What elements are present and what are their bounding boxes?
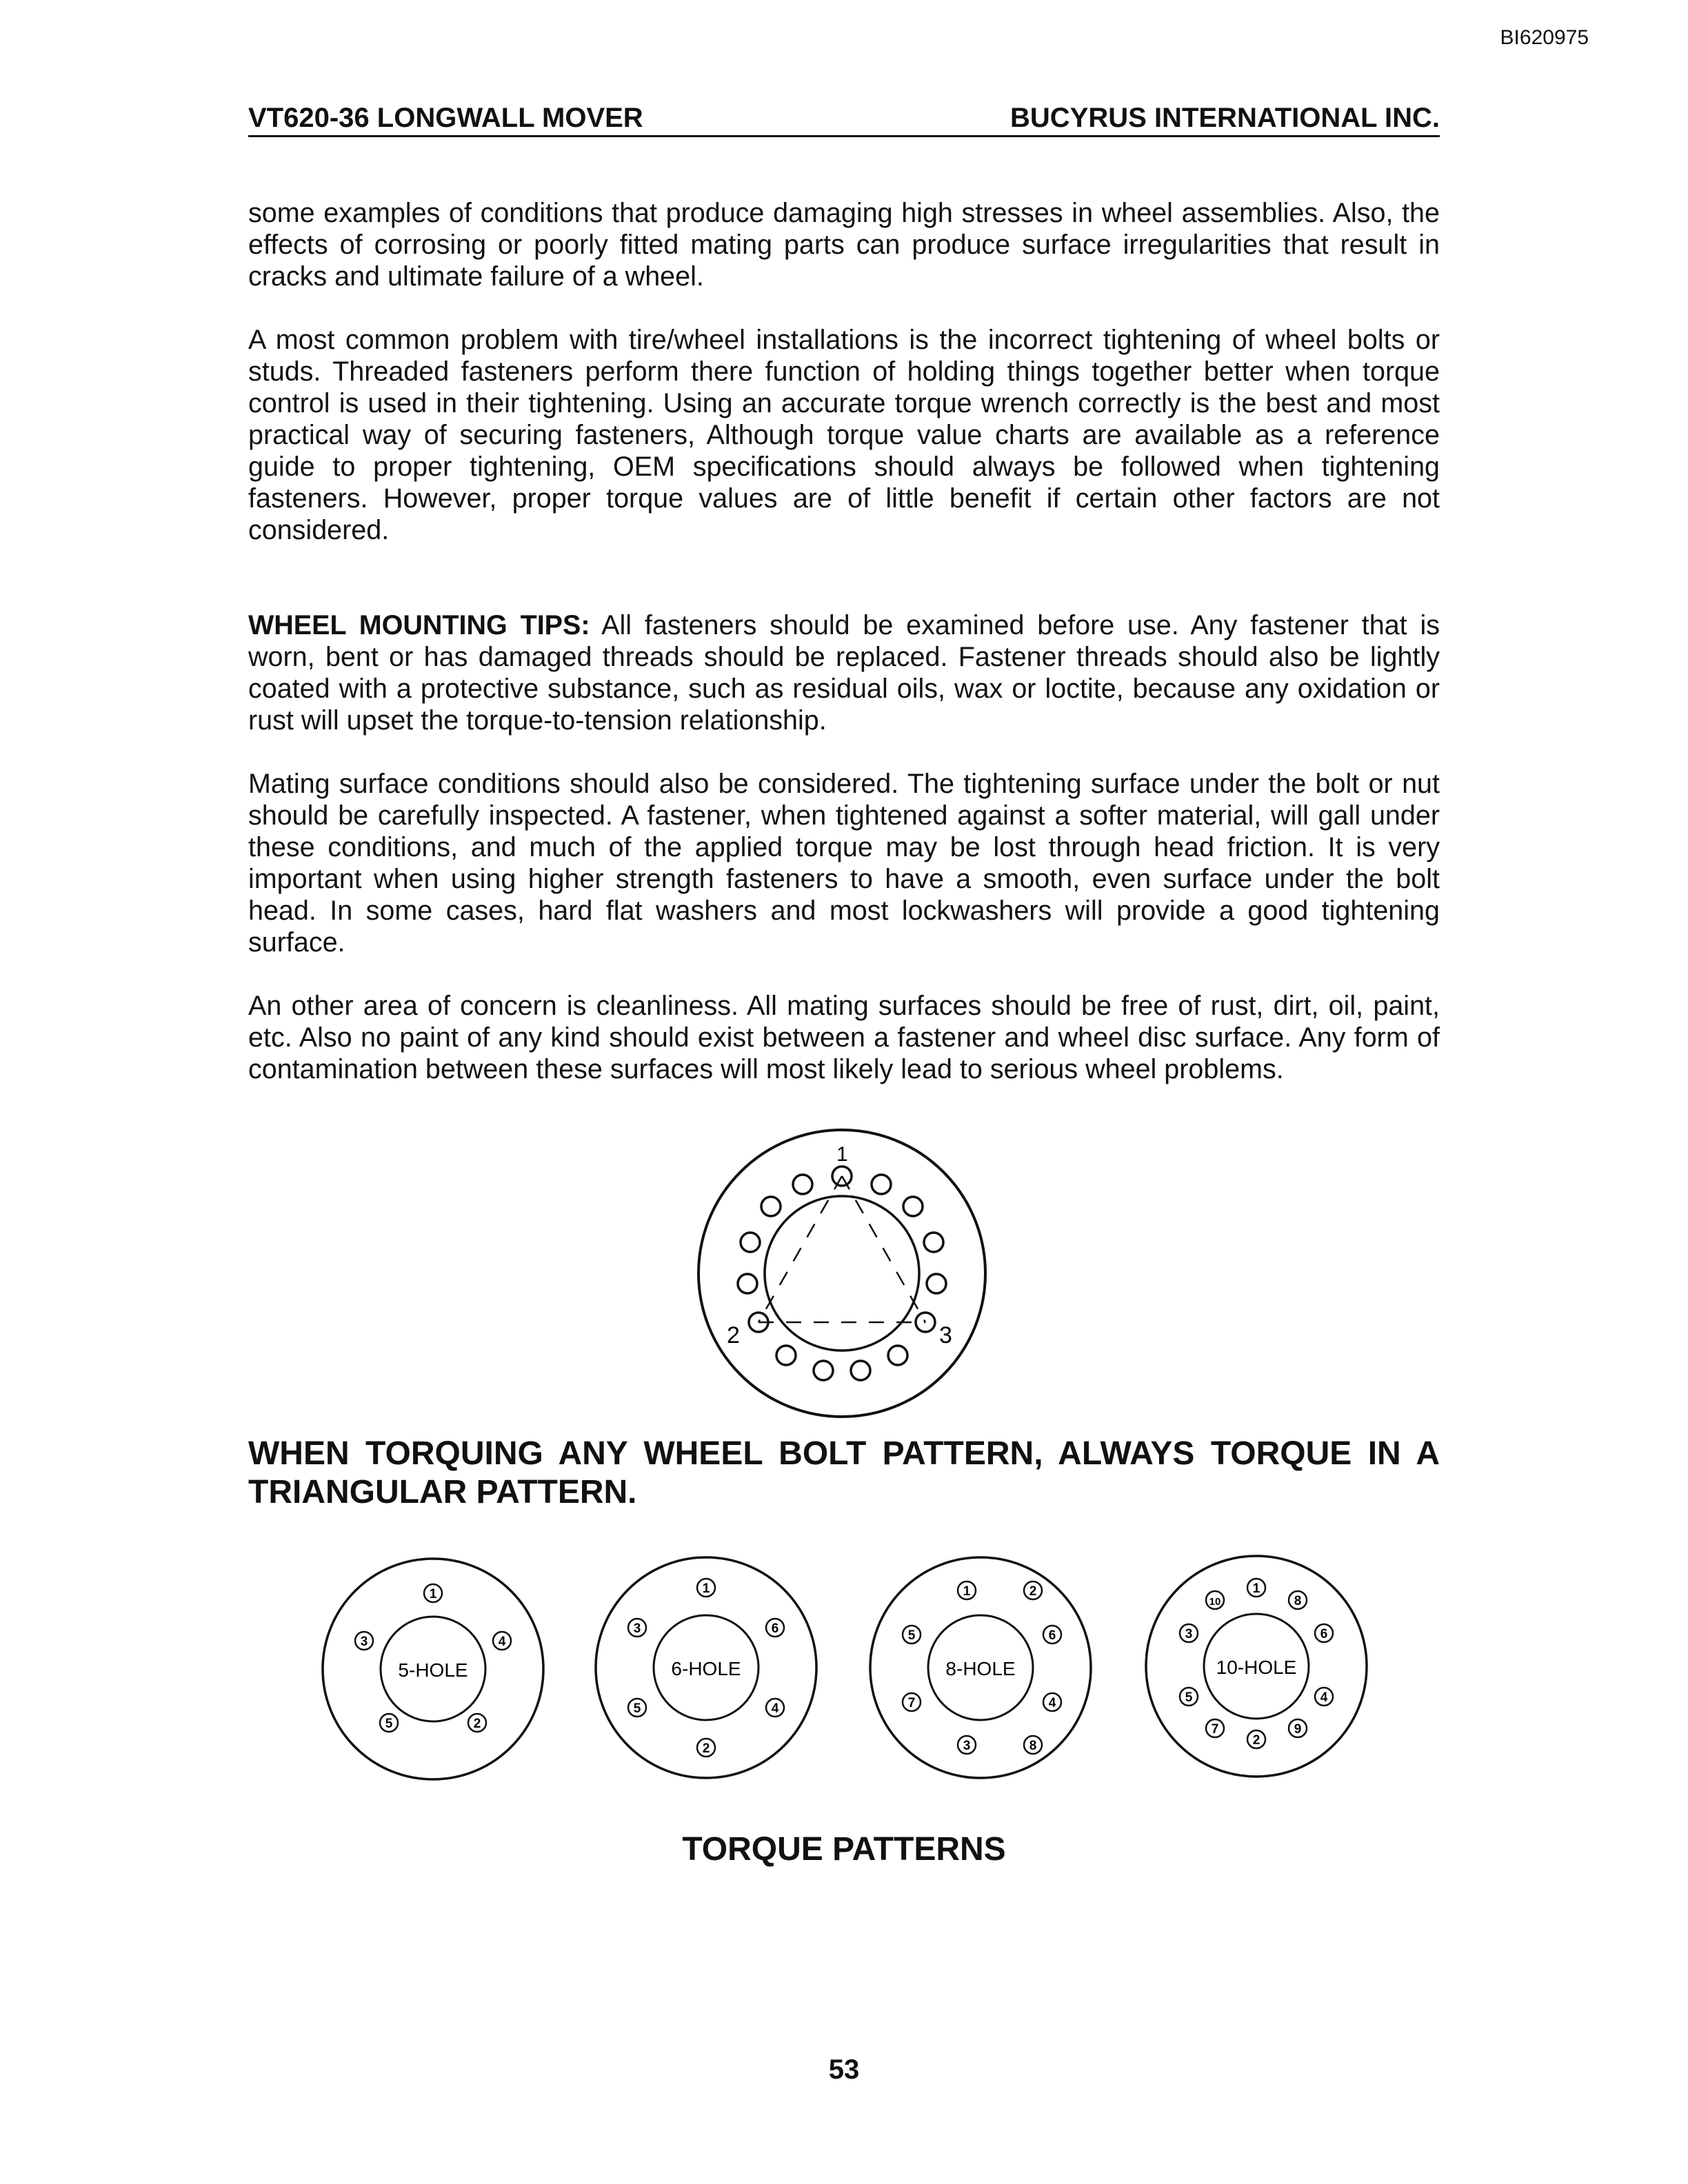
bolt-number-10-hole-5: 9 — [1294, 1722, 1302, 1737]
bolt-10-hole-4 — [1315, 1688, 1333, 1706]
bolt-6-hole-1 — [697, 1579, 715, 1597]
wheel-mounting-tips-text: All fasteners should be examined before use. Any fastener that is worn, bent or has damaged threads should be replaced. Fastener threads should also be lightly coated with a protective substance, such as residual oils, wax or loctite, because any oxidation or rust will upset the torque-to-tension relationship. — [248, 610, 1440, 736]
bolt-number-5-hole-2: 4 — [498, 1635, 506, 1649]
bolt-10-hole-1 — [1247, 1579, 1265, 1597]
bolt-number-10-hole-4: 4 — [1320, 1690, 1328, 1705]
bolt-number-8-hole-8: 5 — [907, 1628, 916, 1643]
paragraph-2: A most common problem with tire/wheel installations is the incorrect tightening of wheel bolts or studs. Threaded fasteners perform there function of holding things together better when torque control is used in their tightening. Using an accurate torque wrench correctly is the best and most practical way of securing fasteners, Although torque value charts are available as a reference guide to proper tightening, OEM specifications should always be followed when tightening fasteners. However, proper torque values are of little benefit if certain other factors are not considered. — [248, 325, 1440, 545]
bolt-number-8-hole-5: 8 — [1029, 1739, 1037, 1753]
hub-label-8-hole: 8-HOLE — [945, 1658, 1016, 1679]
body-text — [248, 197, 1440, 1117]
bolt-6-hole-5 — [628, 1699, 646, 1717]
bolt-5-hole-3 — [468, 1714, 486, 1732]
bolt-10-hole-9 — [1180, 1624, 1198, 1642]
bolt-number-5-hole-3: 2 — [473, 1717, 481, 1731]
bolt-number-6-hole-6: 3 — [633, 1621, 641, 1636]
bolt-8-hole-7 — [903, 1693, 921, 1711]
bolt-10-hole-6 — [1247, 1730, 1265, 1748]
bolt-number-10-hole-3: 6 — [1320, 1627, 1328, 1641]
bolt-number-5-hole-1: 1 — [429, 1587, 437, 1601]
bolt-number-8-hole-1: 1 — [963, 1584, 971, 1599]
bolt-number-8-hole-6: 3 — [963, 1739, 971, 1753]
triangle-label-3: 3 — [939, 1322, 952, 1348]
torque-pattern-8-hole — [866, 1553, 1095, 1782]
bolt-number-10-hole-8: 5 — [1185, 1690, 1193, 1705]
hub-label-5-hole: 5-HOLE — [398, 1659, 468, 1681]
bolt-10-hole-3 — [1315, 1624, 1333, 1642]
bolt-5-hole-2 — [493, 1632, 511, 1650]
torque-pattern-5-hole — [319, 1555, 547, 1783]
bolt-8-hole-5 — [1024, 1736, 1042, 1754]
torque-pattern-6-hole — [592, 1553, 821, 1782]
header-left-title: VT620-36 LONGWALL MOVER — [248, 103, 643, 133]
bolt-number-5-hole-5: 3 — [360, 1635, 368, 1649]
bolt-8-hole-8 — [903, 1626, 921, 1644]
bolt-10-hole-10 — [1206, 1591, 1224, 1609]
triangle-label-2: 2 — [727, 1322, 740, 1348]
bolt-5-hole-1 — [424, 1584, 442, 1602]
paragraph-1: some examples of conditions that produce damaging high stresses in wheel assemblies. Also, the effects of corrosing or poorly fitted mating parts can produce surface irregularities that result in cracks and ultimate failure of a wheel. — [248, 198, 1440, 292]
bolt-holes — [738, 1166, 946, 1380]
wheel-hub — [765, 1196, 919, 1351]
bolt-8-hole-3 — [1043, 1626, 1061, 1644]
bolt-number-10-hole-6: 2 — [1252, 1733, 1260, 1748]
bolt-8-hole-1 — [958, 1581, 976, 1599]
torque-warning: WHEN TORQUING ANY WHEEL BOLT PATTERN, ALWAYS TORQUE IN A TRIANGULAR PATTERN. — [248, 1435, 1440, 1510]
bolt-10-hole-5 — [1289, 1719, 1307, 1737]
bolt-5-hole-5 — [355, 1632, 373, 1650]
bolt-number-8-hole-7: 7 — [907, 1696, 916, 1710]
paragraph-wheel-mounting-tips — [248, 609, 1440, 736]
bolt-number-8-hole-3: 6 — [1048, 1628, 1056, 1643]
paragraph-4: Mating surface conditions should also be considered. The tightening surface under the bolt or nut should be carefully inspected. A fastener, when tightened against a softer material, will gall under these conditions, and much of the applied torque may be lost through head friction. It is very important when using higher strength fasteners to have a smooth, even surface under the bolt head. In some cases, hard flat washers and most lockwashers will provide a good tightening surface. — [248, 769, 1440, 958]
torque-pattern-10-hole — [1142, 1552, 1371, 1781]
hub-label-6-hole: 6-HOLE — [671, 1658, 741, 1679]
bolt-10-hole-7 — [1206, 1719, 1224, 1737]
figure-caption: TORQUE PATTERNS — [682, 1831, 1006, 1868]
bolt-number-6-hole-2: 6 — [771, 1621, 779, 1636]
triangle-dashed-lines — [758, 1176, 925, 1322]
bolt-number-6-hole-1: 1 — [702, 1581, 710, 1596]
bolt-number-10-hole-10: 10 — [1209, 1596, 1221, 1608]
bolt-number-6-hole-5: 5 — [633, 1701, 641, 1716]
bolt-6-hole-4 — [697, 1739, 715, 1757]
bolt-5-hole-4 — [380, 1714, 398, 1732]
bolt-number-5-hole-4: 5 — [385, 1717, 393, 1731]
bolt-10-hole-2 — [1289, 1591, 1307, 1609]
paragraph-5: An other area of concern is cleanliness. All mating surfaces should be free of rust, dirt, oil, paint, etc. Also no paint of any kind should exist between a fastener and wheel disc surface. Any form of contamination between these surfaces will most likely lead to serious wheel problems. — [248, 991, 1440, 1084]
bolt-number-10-hole-1: 1 — [1252, 1581, 1260, 1596]
bolt-number-10-hole-2: 8 — [1294, 1594, 1302, 1608]
bolt-8-hole-4 — [1043, 1693, 1061, 1711]
bolt-number-10-hole-7: 7 — [1211, 1722, 1219, 1737]
bolt-6-hole-2 — [766, 1619, 784, 1637]
wheel-mounting-tips-label: WHEEL MOUNTING TIPS: — [248, 610, 590, 640]
triangle-torque-diagram — [690, 1124, 993, 1420]
document-id: BI620975 — [1500, 26, 1589, 49]
bolt-number-6-hole-3: 4 — [771, 1701, 779, 1716]
bolt-number-8-hole-2: 2 — [1029, 1584, 1037, 1599]
triangle-label-1: 1 — [836, 1143, 848, 1166]
header-right-company: BUCYRUS INTERNATIONAL INC. — [1010, 103, 1440, 133]
bolt-6-hole-6 — [628, 1619, 646, 1637]
bolt-8-hole-6 — [958, 1736, 976, 1754]
bolt-10-hole-8 — [1180, 1688, 1198, 1706]
bolt-number-10-hole-9: 3 — [1185, 1627, 1193, 1641]
bolt-number-6-hole-4: 2 — [702, 1741, 710, 1756]
bolt-6-hole-3 — [766, 1699, 784, 1717]
page-header — [248, 97, 1440, 137]
page-number: 53 — [828, 2054, 860, 2085]
bolt-number-8-hole-4: 4 — [1048, 1696, 1056, 1710]
bolt-8-hole-2 — [1024, 1581, 1042, 1599]
hub-label-10-hole: 10-HOLE — [1216, 1657, 1297, 1678]
